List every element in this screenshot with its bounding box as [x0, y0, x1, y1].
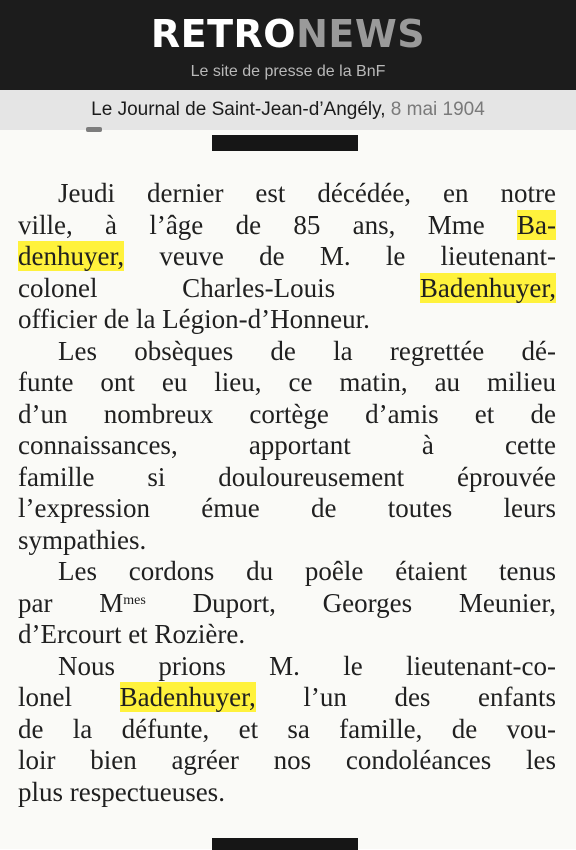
article-clipping: [0, 130, 576, 849]
separator-rule-bottom: [212, 838, 358, 850]
article-text: [18, 178, 556, 808]
article-line: connaissances, apportant à cette: [18, 430, 556, 460]
article-line: d’un nombreux cortège d’amis et de: [18, 398, 556, 429]
article-line: Nous prions M. le lieutenant-co-: [58, 650, 556, 681]
article-line: Les obsèques de la regrettée dé-: [58, 335, 556, 366]
site-tagline: Le site de presse de la BnF: [190, 63, 386, 80]
article-line: de la défunte, et sa famille, de vou-: [18, 713, 556, 744]
scan-ink-mark: [86, 127, 102, 132]
highlighted-name: denhuyer,: [18, 241, 125, 271]
article-line: l’expression émue de toutes leurs: [18, 493, 556, 523]
article-line: sympathies.: [18, 524, 147, 555]
retronews-logo[interactable]: [0, 12, 576, 56]
publication-bar: [0, 90, 576, 130]
article-line: loir bien agréer nos condoléances les: [18, 745, 556, 775]
article-line: par $M^{mes}$ Duport, Georges Meunier,: [18, 587, 557, 618]
highlighted-name: Ba-: [517, 209, 557, 240]
article-line: denhuyer, veuve de M. le lieutenant-: [18, 241, 556, 271]
separator-rule-top: [212, 135, 358, 151]
article-line: Les cordons du poêle étaient tenus: [58, 556, 556, 586]
publication-date: 8 mai 1904: [390, 99, 485, 120]
article-line: Jeudi dernier est décédée, en notre: [58, 178, 556, 208]
article-line: famille si douloureusement éprouvée: [18, 461, 556, 492]
logo-news: NEWS: [296, 12, 426, 56]
article-line: d’Ercourt et Rozière.: [18, 619, 246, 649]
article-line: lonel Badenhuyer, l’un des enfants: [18, 682, 557, 712]
publication-title: Le Journal de Saint-Jean-d’Angély,: [91, 99, 386, 120]
logo-retro: RETRO: [150, 12, 297, 56]
highlighted-name: Badenhuyer,: [119, 682, 256, 712]
article-line: plus respectueuses.: [18, 776, 225, 807]
article-line: officier de la Légion-d’Honneur.: [18, 304, 370, 334]
article-line: ville, à l’âge de 85 ans, Mme Ba-: [18, 209, 557, 240]
highlighted-name: Badenhuyer,: [419, 272, 556, 303]
retronews-header: [0, 0, 576, 90]
article-line: funte ont eu lieu, ce matin, au milieu: [18, 367, 556, 397]
publication-line: [0, 90, 576, 130]
article-line: colonel Charles-Louis Badenhuyer,: [18, 272, 556, 303]
